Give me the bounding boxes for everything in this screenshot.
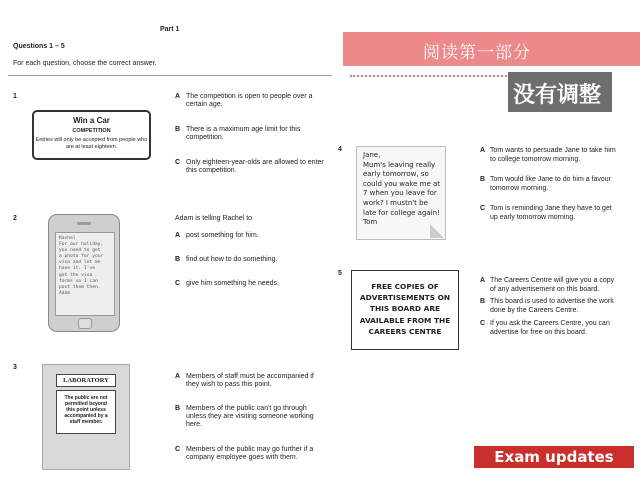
exam-updates-badge: Exam updates 2020 xyxy=(474,446,634,468)
instruction-text: For each question, choose the correct answer. xyxy=(13,60,157,67)
laboratory-sign: The public are not permitted beyond this point unless accompanied by a staff member. xyxy=(56,390,116,434)
option-text: Members of the public can't go through unless they are visiting someone working here. xyxy=(186,405,314,428)
page-curl-icon xyxy=(430,224,444,238)
divider xyxy=(8,75,332,76)
banner-subtitle: 没有调整 xyxy=(513,83,602,108)
q4-option-c[interactable] xyxy=(480,204,620,222)
option-letter: B xyxy=(480,176,486,183)
q2-option-c[interactable] xyxy=(175,280,325,288)
text-message: Rachel For our holiday, you need to get a photo for your visa and let me have it. I've got the visa forms so I can post them then. Adam xyxy=(59,236,104,296)
phone-home-button xyxy=(78,318,92,329)
handwritten-note: Jane, Mum's leaving really early tomorrow, so could you wake me at 7 when you leave for work? I mustn't be late for college again! Tom xyxy=(356,146,446,240)
notice-title: Win a Car xyxy=(73,116,110,125)
banner-title: 阅读第一部分 xyxy=(423,43,531,63)
phone-icon xyxy=(48,214,120,332)
option-text: The Careers Centre will give you a copy of any advertisement on this board. xyxy=(490,277,615,293)
option-letter: C xyxy=(480,320,486,327)
q2-option-b[interactable] xyxy=(175,256,325,264)
option-text: There is a maximum age limit for this competition. xyxy=(186,126,301,141)
option-letter: A xyxy=(480,277,486,284)
option-text: Members of staff must be accompanied if they wish to pass this point. xyxy=(186,373,314,388)
dotted-divider xyxy=(350,75,510,77)
option-text: Tom is reminding Jane they have to get up early tomorrow morning. xyxy=(490,205,612,221)
phone-speaker xyxy=(77,222,91,225)
phone-screen xyxy=(55,232,115,316)
q4-option-b[interactable] xyxy=(480,175,620,193)
q1-option-b[interactable] xyxy=(175,126,325,142)
q4-option-a[interactable] xyxy=(480,146,620,164)
option-letter: C xyxy=(175,280,181,287)
option-text: Tom would like Jane to do him a favour tomorrow morning. xyxy=(490,176,612,192)
question-1-number: 1 xyxy=(13,93,17,100)
question-2-number: 2 xyxy=(13,215,17,222)
q2-intro: Adam is telling Rachel to xyxy=(175,215,253,222)
competition-notice xyxy=(32,110,151,160)
question-3-number: 3 xyxy=(13,364,17,371)
notice-body: Entries will only be accepted from people who are at least eighteen. xyxy=(35,137,148,150)
q1-option-c[interactable] xyxy=(175,159,330,175)
q3-option-b[interactable] xyxy=(175,405,325,429)
option-text: Tom wants to persuade Jane to take him to college tomorrow morning. xyxy=(490,147,616,163)
option-text: The competition is open to people over a certain age. xyxy=(186,93,313,108)
option-letter: B xyxy=(175,405,181,412)
option-text: Only eighteen-year-olds are allowed to enter this competition. xyxy=(186,159,324,174)
q5-option-b[interactable] xyxy=(480,297,620,315)
q2-option-a[interactable] xyxy=(175,232,325,240)
q3-option-c[interactable] xyxy=(175,446,325,462)
part-title: Part 1 xyxy=(160,26,180,33)
option-letter: A xyxy=(175,232,181,239)
option-letter: C xyxy=(480,205,486,212)
questions-heading: Questions 1 – 5 xyxy=(13,43,65,50)
option-letter: B xyxy=(175,126,181,133)
q5-option-a[interactable] xyxy=(480,276,620,294)
question-5-number: 5 xyxy=(338,270,342,277)
option-text: Members of the public may go further if a company employee goes with them. xyxy=(186,446,314,461)
option-letter: C xyxy=(175,159,181,166)
option-letter: A xyxy=(175,373,181,380)
q1-option-a[interactable] xyxy=(175,93,325,109)
option-letter: C xyxy=(175,446,181,453)
option-text: post something for him. xyxy=(186,232,259,239)
option-text: If you ask the Careers Centre, you can advertise for free on this board. xyxy=(490,320,610,336)
notice-subtitle: COMPETITION xyxy=(72,128,111,134)
option-text: This board is used to advertise the work done by the Careers Centre. xyxy=(490,298,614,314)
option-letter: B xyxy=(175,256,181,263)
careers-notice: FREE COPIES OF ADVERTISEMENTS ON THIS BOARD ARE AVAILABLE FROM THE CAREERS CENTRE xyxy=(351,270,459,350)
option-text: give him something he needs. xyxy=(186,280,279,287)
question-4-number: 4 xyxy=(338,146,342,153)
option-letter: A xyxy=(175,93,181,100)
q3-option-a[interactable] xyxy=(175,373,325,389)
option-letter: A xyxy=(480,147,486,154)
option-letter: B xyxy=(480,298,486,305)
option-text: find out how to do something. xyxy=(186,256,278,263)
q5-option-c[interactable] xyxy=(480,319,620,337)
laboratory-sign-title: LABORATORY xyxy=(56,374,116,387)
